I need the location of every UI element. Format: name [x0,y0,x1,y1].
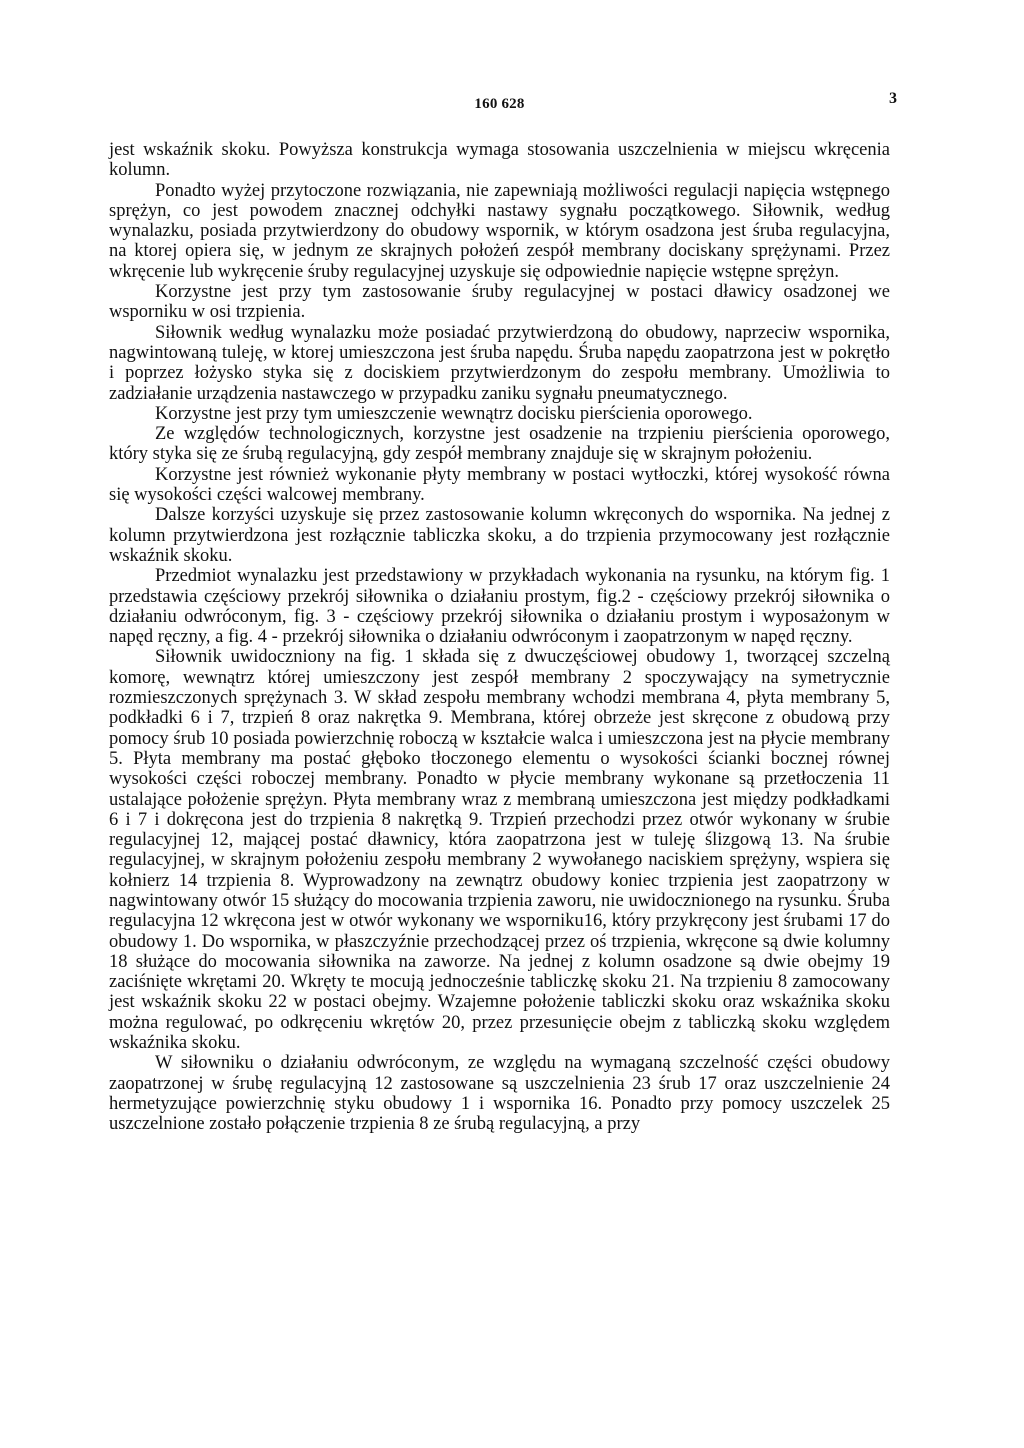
paragraph: Korzystne jest również wykonanie płyty membrany w postaci wytłoczki, której wysokość równa się wysokości części walcowej membrany. [109,464,890,506]
paragraph: W siłowniku o działaniu odwróconym, ze względu na wymaganą szczelność części obudowy zaopatrzonej w śrubę regulacyjną 12 zastosowane są uszczelnienia 23 śrub 17 oraz uszczelnienie 24 hermetyzujące powierzchnię styku obudowy 1 i wspornika 16. Ponadto przy pomocy uszczelek 25 uszczelnione zostało połączenie trzpienia 8 ze śrubą regulacyjną, a przy [109,1053,890,1135]
paragraph: Siłownik uwidoczniony na fig. 1 składa się z dwuczęściowej obudowy 1, tworzącej szczelną komorę, wewnątrz której umieszczony jest zespół membrany 2 spoczywający na symetrycznie rozmieszczonych sprężynach 3. W skład zespołu membrany wchodzi membrana 4, płyta membrany 5, podkładki 6 i 7, trzpień 8 oraz nakrętka 9. Membrana, której obrzeże jest skręcone z obudową przy pomocy śrub 10 posiada powierzchnię roboczą w kształcie walca i umieszczona jest na płycie membrany 5. Płyta membrany ma postać głęboko tłoczonego elementu o wysokości ścianki bocznej równej wysokości części roboczej membrany. Ponadto w płycie membrany wykonane są przetłoczenia 11 ustalające położenie sprężyn. Płyta membrany wraz z membraną umieszczona jest między podkładkami 6 i 7 i dokręcona jest do trzpienia 8 nakrętką 9. Trzpień przechodzi przez otwór wykonany w śrubie regulacyjnej 12, mającej postać dławnicy, która zaopatrzona jest w tuleję ślizgową 13. Na śrubie regulacyjnej, w skrajnym położeniu zespołu membrany 2 wywołanego naciskiem sprężyny, wspiera się kołnierz 14 trzpienia 8. Wyprowadzony na zewnątrz obudowy koniec trzpienia jest zaopatrzony w nagwintowany otwór 15 służący do mocowania trzpienia zaworu, nie uwidocznionego na rysunku. Śruba regulacyjna 12 wkręcona jest w otwór wykonany we wsporniku16, który przykręcony jest śrubami 17 do obudowy 1. Do wspornika, w płaszczyźnie przechodzącej przez oś trzpienia, wkręcone są dwie kolumny 18 służące do mocowania siłownika na zaworze. Na jednej z kolumn osadzone są dwie obejmy 19 zaciśnięte wkrętami 20. Wkręty te mocują jednocześnie tabliczkę skoku 21. Na trzpieniu 8 zamocowany jest wskaźnik skoku 22 w postaci obejmy. Wzajemne położenie tabliczki skoku oraz wskaźnika skoku można regulować, po odkręceniu wkrętów 20, przez przesunięcie obejm z tabliczką skoku względem wskaźnika skoku. [109,647,890,1054]
paragraph: Korzystne jest przy tym umieszczenie wewnątrz docisku pierścienia oporowego. [155,403,753,424]
page-header [109,86,897,116]
page-number: 3 [889,90,897,107]
paragraph: Dalsze korzyści uzyskuje się przez zastosowanie kolumn wkręconych do wspornika. Na jednej z kolumn przytwierdzona jest rozłącznie tabliczka skoku, a do trzpienia przymocowany jest rozłącznie wskaźnik skoku. [109,505,890,566]
paragraph: Siłownik według wynalazku może posiadać przytwierdzoną do obudowy, naprzeciw wspornika, nagwintowaną tuleję, w ktorej umieszczona jest śruba napędu. Śruba napędu zaopatrzona jest w pokrętło i poprzez łożysko styka się z dociskiem przytwierdzonym do zespołu membrany. Umożliwia to zadziałanie urządzenia nastawczego w przypadku zaniku sygnału pneumatycznego. [109,322,890,404]
paragraph: jest wskaźnik skoku. Powyższa konstrukcja wymaga stosowania uszczelnienia w miejscu wkręcenia kolumn. [109,140,890,181]
paragraph: Ze względów technologicznych, korzystne jest osadzenie na trzpieniu pierścienia oporowego, który styka się ze śrubą regulacyjną, gdy zespół membrany znajduje się w skrajnym położeniu. [109,424,890,465]
patent-number: 160 628 [474,96,525,112]
paragraph: Przedmiot wynalazku jest przedstawiony w przykładach wykonania na rysunku, na którym fig. 1 przedstawia częściowy przekrój siłownika o działaniu prostym, fig.2 - częściowy przekrój siłownika o działaniu odwróconym, fig. 3 - częściowy przekrój siłownika o działaniu prostym i wyposażonym w napęd ręczny, a fig. 4 - przekrój siłownika o działaniu odwróconym i zaopatrzonym w napęd ręczny. [109,566,890,648]
paragraph: Korzystne jest przy tym zastosowanie śruby regulacyjnej w postaci dławicy osadzonej we wsporniku w osi trzpienia. [109,282,890,323]
paragraph: Ponadto wyżej przytoczone rozwiązania, nie zapewniają możliwości regulacji napięcia wstępnego sprężyn, co jest powodem znacznej odchyłki nastawy sygnału początkowego. Siłownik, według wynalazku, posiada przytwierdzony do obudowy wspornik, w którym osadzona jest śruba regulacyjna, na ktorej opiera się, w jednym ze skrajnych położeń zespół membrany dociskany sprężynami. Przez wkręcenie lub wykręcenie śruby regulacyjnej uzyskuje się odpowiednie napięcie wstępne sprężyn. [109,180,890,282]
body-text [109,140,890,1135]
